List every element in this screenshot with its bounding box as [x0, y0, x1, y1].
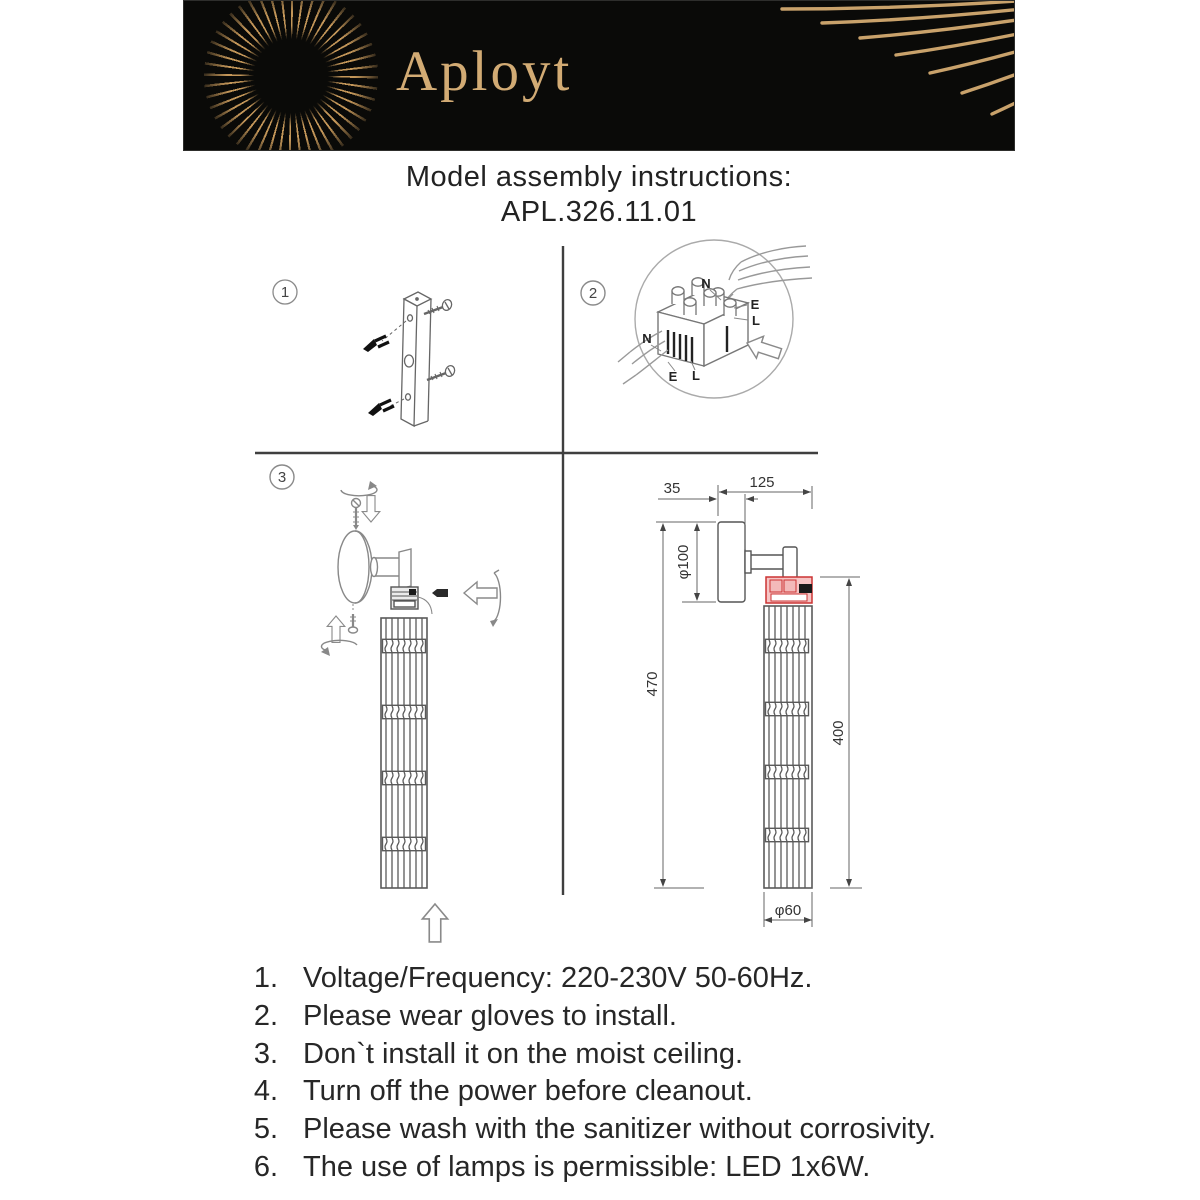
brand-logo-text: Aployt [396, 40, 573, 103]
item-text: Please wash with the sanitizer without corrosivity. [303, 1113, 936, 1146]
down-arrow [362, 496, 380, 522]
item-number: 4. [253, 1075, 278, 1108]
dimension-drawing [644, 474, 862, 927]
rotate-arrow-top [341, 481, 377, 496]
list-item [234, 1073, 1024, 1111]
wiring-label-e-top: E [750, 297, 760, 312]
list-item [234, 998, 1024, 1036]
dim-tube-height: 400 [830, 720, 847, 746]
step3-drawing [270, 465, 500, 942]
wiring-label-n-bottom: N [642, 331, 652, 346]
glass-tube-side-view [764, 606, 812, 888]
wiring-label-e-bottom: E [668, 369, 678, 384]
up-arrow-small [327, 616, 345, 642]
wiring-label-n-top: N [701, 276, 711, 291]
step2-drawing [581, 240, 812, 398]
wiring-label-l-top: L [752, 313, 760, 328]
wiring-label-l-bottom: L [692, 368, 700, 383]
dim-total-height: 470 [644, 671, 661, 697]
item-text: The use of lamps is permissible: LED 1x6W. [303, 1150, 871, 1183]
left-arrow [464, 582, 497, 604]
screw-above-canopy [352, 499, 361, 531]
item-text: Voltage/Frequency: 220-230V 50-60Hz. [303, 962, 813, 994]
step1-badge [273, 280, 297, 304]
step3-number: 3 [277, 469, 287, 486]
item-number: 5. [253, 1113, 278, 1146]
screw-bottom [427, 364, 456, 380]
screw-below-canopy [349, 604, 358, 633]
up-arrow-tube [422, 904, 447, 942]
step3-badge [270, 465, 294, 489]
instruction-list [234, 960, 1024, 1187]
canopy-side-view [718, 522, 745, 602]
step1-number: 1 [280, 284, 290, 301]
step2-badge [581, 281, 605, 305]
list-item [234, 960, 1024, 998]
push-arrow [743, 332, 783, 365]
item-text: Don`t install it on the moist ceiling. [303, 1037, 744, 1070]
step1-drawing [273, 280, 456, 426]
wall-anchor-top [363, 336, 389, 352]
list-item [234, 1036, 1024, 1074]
page-title: Model assembly instructions: [405, 161, 793, 193]
model-number: APL.326.11.01 [500, 196, 698, 228]
item-number: 3. [253, 1037, 278, 1070]
item-text: Turn off the power before cleanout. [303, 1075, 753, 1108]
step2-number: 2 [588, 285, 598, 302]
list-item [234, 1111, 1024, 1149]
dim-tube-diameter: φ60 [774, 902, 802, 919]
set-screw [432, 589, 448, 597]
item-number: 1. [253, 962, 278, 994]
list-item [234, 1149, 1024, 1187]
dim-offset: 35 [663, 480, 681, 497]
driver-block-highlighted [766, 577, 812, 603]
wall-anchor-bottom [368, 400, 394, 416]
item-text: Please wear gloves to install. [303, 999, 677, 1032]
item-number: 6. [253, 1150, 278, 1183]
dim-projection: 125 [749, 474, 775, 491]
glass-tube [381, 618, 427, 888]
driver-block [391, 587, 418, 609]
dim-canopy-diameter: φ100 [675, 544, 692, 580]
incoming-wires [722, 246, 812, 305]
item-number: 2. [253, 999, 278, 1032]
